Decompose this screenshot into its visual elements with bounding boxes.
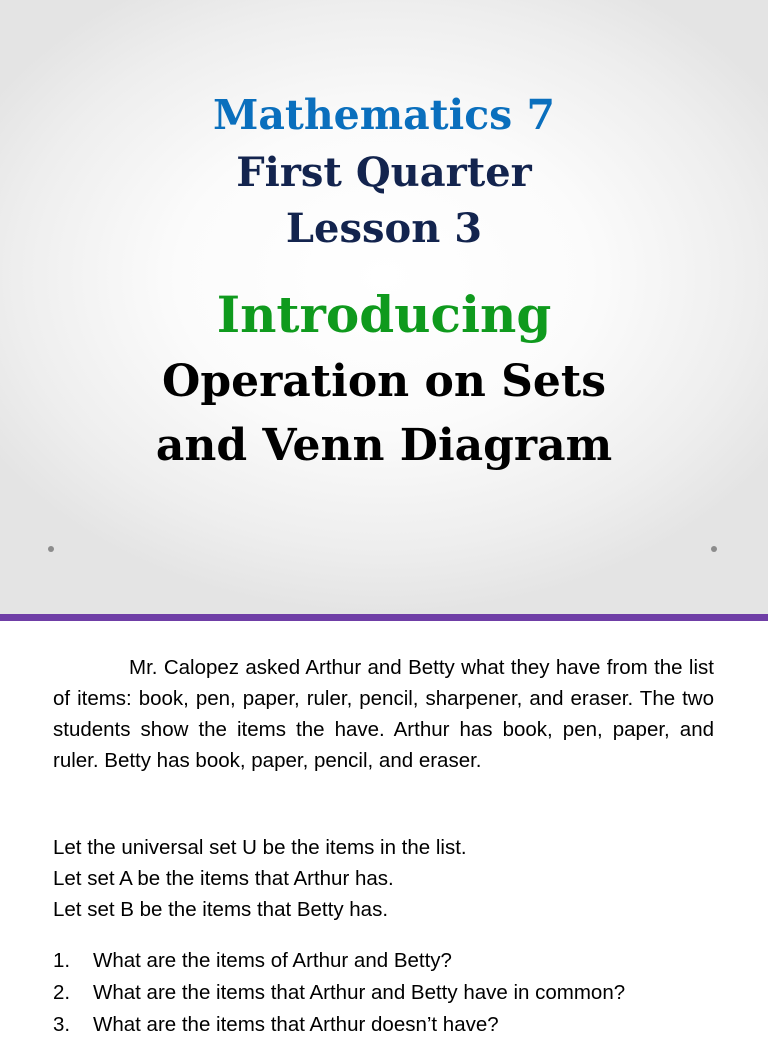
question-item [53, 977, 625, 1008]
question-text: What are the items that Arthur doesn’t have? [93, 1013, 499, 1036]
intro-heading: Introducing [216, 285, 552, 344]
question-item [53, 945, 452, 976]
question-text: What are the items that Arthur and Betty have in common? [93, 981, 626, 1004]
decorative-dot-right [711, 546, 717, 552]
quarter-title: First Quarter [236, 149, 532, 196]
problem-slide [0, 621, 768, 1036]
definition-set-b: Let set B be the items that Betty has. [53, 898, 389, 921]
question-number: 1. [53, 949, 71, 972]
question-number: 3. [53, 1013, 71, 1036]
topic-heading-line2: and Venn Diagram [155, 420, 613, 471]
definition-set-a: Let set A be the items that Arthur has. [53, 867, 394, 890]
topic-heading-line1: Operation on Sets [162, 356, 606, 407]
question-item [53, 1009, 499, 1040]
problem-paragraph: Mr. Calopez asked Arthur and Betty what they have from the list of items: book, pen, paper, ruler, pencil, sharpener, and eraser. The two students show the items the have. Arthur has book, pen, paper, and ruler. Betty has book, paper, pencil, and eraser. [53, 656, 714, 772]
question-text: What are the items of Arthur and Betty? [93, 949, 452, 972]
question-number: 2. [53, 981, 71, 1004]
lesson-title: Lesson 3 [285, 205, 483, 252]
definition-universal-set: Let the universal set U be the items in the list. [53, 836, 467, 859]
subject-title: Mathematics 7 [212, 91, 556, 139]
decorative-dot-left [48, 546, 54, 552]
slide-divider [0, 614, 768, 621]
